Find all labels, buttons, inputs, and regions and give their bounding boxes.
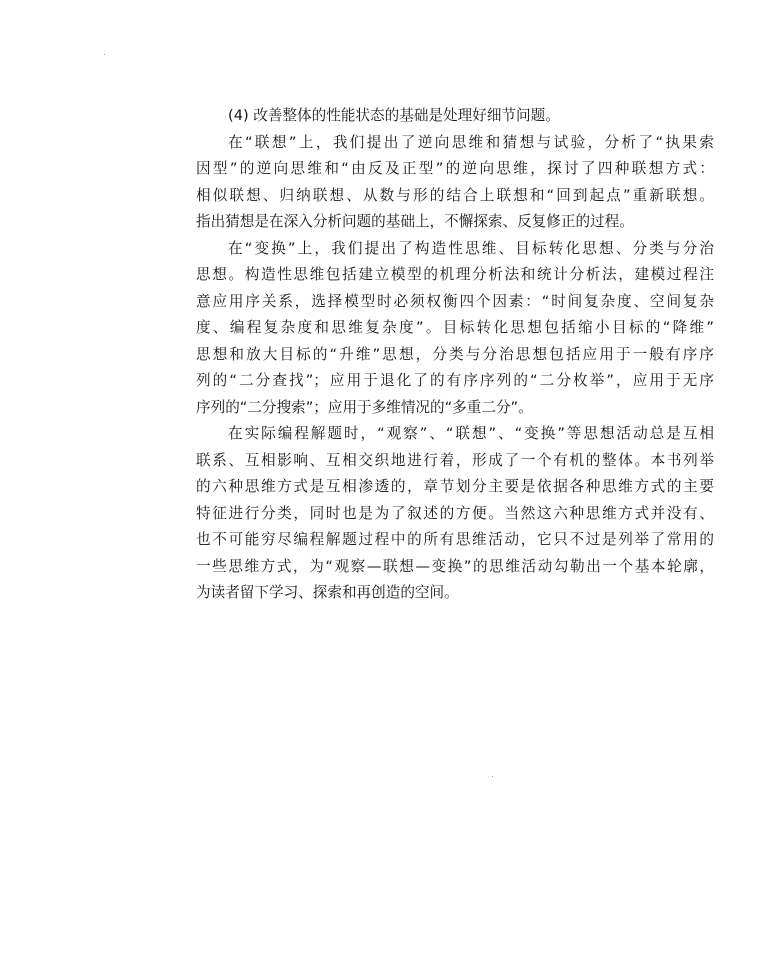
paragraph-2-line-3: 相似联想、归纳联想、从数与形的结合上联想和“回到起点”重新联想。 bbox=[196, 186, 714, 204]
paragraph-4-line-7: 为读者留下学习、探索和再创造的空间。 bbox=[196, 584, 459, 601]
paragraph-4-line-3: 的六种思维方式是互相渗透的，章节划分主要是依据各种思维方式的主要 bbox=[196, 478, 714, 495]
paragraph-3-line-3: 意应用序关系，选择模型时必须权衡四个因素：“时间复杂度、空间复杂 bbox=[196, 292, 714, 310]
paragraph-3-line-6: 列的“二分查找”；应用于退化了的有序序列的“二分枚举”，应用于无序 bbox=[196, 372, 714, 389]
paragraph-2-line-4: 指出猜想是在深入分析问题的基础上，不懈探索、反复修正的过程。 bbox=[196, 213, 634, 230]
paragraph-3-line-5: 思想和放大目标的“升维”思想，分类与分治思想包括应用于一般有序序 bbox=[196, 345, 714, 363]
paragraph-3-line-1: 在“变换”上，我们提出了构造性思维、目标转化思想、分类与分治 bbox=[228, 239, 714, 257]
paragraph-3-line-2: 思想。构造性思维包括建立模型的机理分析法和统计分析法，建模过程注 bbox=[196, 266, 714, 283]
scan-speck bbox=[104, 54, 105, 55]
scan-speck bbox=[492, 776, 493, 777]
paragraph-4-line-2: 联系、互相影响、互相交织地进行着，形成了一个有机的整体。本书列举 bbox=[196, 451, 714, 469]
paragraph-1-line-1: (4) 改善整体的性能状态的基础是处理好细节问题。 bbox=[228, 107, 560, 124]
paragraph-2-line-1: 在“联想”上，我们提出了逆向思维和猜想与试验，分析了“执果索 bbox=[228, 133, 714, 151]
paragraph-2-line-2: 因型”的逆向思维和“由反及正型”的逆向思维，探讨了四种联想方式： bbox=[196, 160, 714, 177]
body-text bbox=[196, 103, 714, 607]
paragraph-4-line-1: 在实际编程解题时，“观察”、“联想”、“变换”等思想活动总是互相 bbox=[228, 425, 714, 442]
paragraph-3-line-4: 度、编程复杂度和思维复杂度”。目标转化思想包括缩小目标的“降维” bbox=[196, 319, 714, 336]
paragraph-4-line-5: 也不可能穷尽编程解题过程中的所有思维活动，它只不过是列举了常用的 bbox=[196, 531, 714, 548]
paragraph-4-line-4: 特征进行分类，同时也是为了叙述的方便。当然这六种思维方式并没有、 bbox=[196, 504, 714, 522]
paragraph-4-line-6: 一些思维方式，为“观察—联想—变换”的思维活动勾勒出一个基本轮廓， bbox=[196, 557, 714, 575]
paragraph-3-line-7: 序列的“二分搜索”；应用于多维情况的“多重二分”。 bbox=[196, 398, 533, 416]
